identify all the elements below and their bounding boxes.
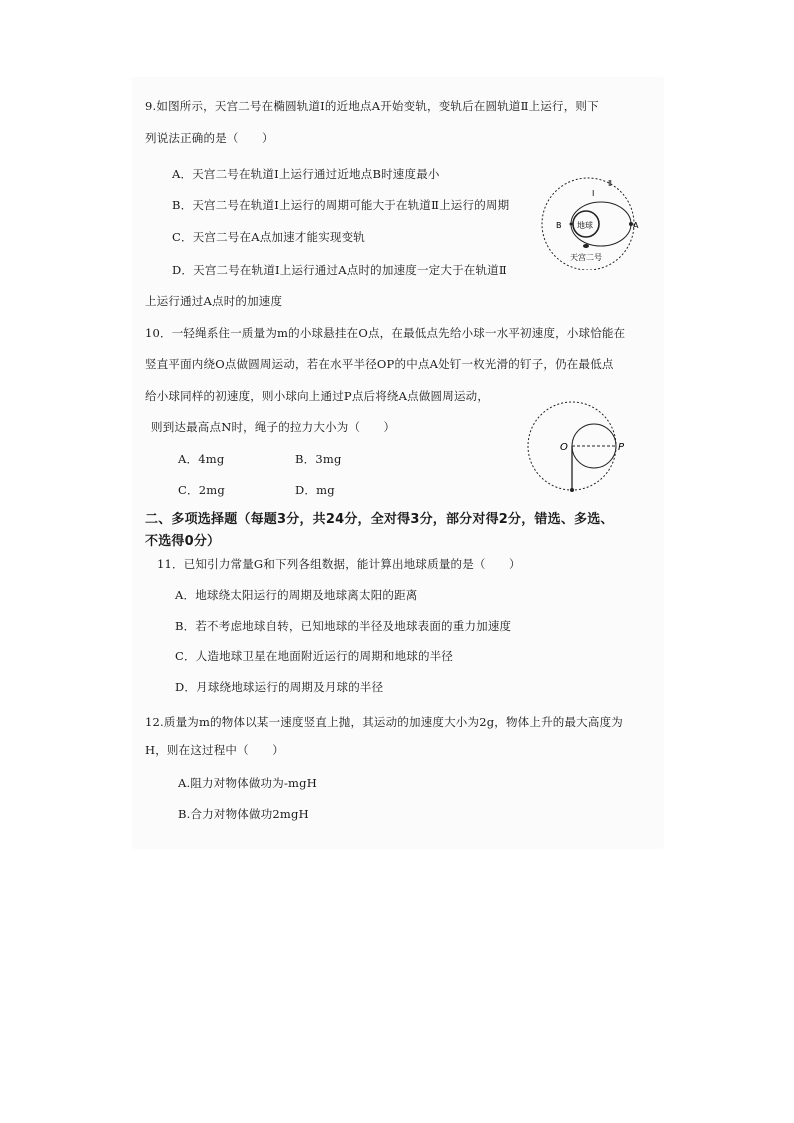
section2-title-line2: 不选得0分） <box>145 534 221 549</box>
label-a: A <box>633 221 639 230</box>
q10-stem-line2: 竖直平面内绕O点做圆周运动，若在水平半径OP的中点A处钉一枚光滑的钉子，仍在最低点 <box>145 357 614 371</box>
station-marker <box>583 244 589 248</box>
section2-title-line1: 二、多项选择题（每题3分，共24分，全对得3分，部分对得2分，错选、多选、 <box>145 512 614 527</box>
q12-option-a: A.阻力对物体做功为-mgH <box>178 776 317 790</box>
q11-option-c: C．人造地球卫星在地面附近运行的周期和地球的半径 <box>175 649 454 663</box>
pendulum-figure <box>522 400 632 496</box>
q11-option-d: D．月球绕地球运行的周期及月球的半径 <box>175 680 384 694</box>
label-p: P <box>618 442 625 453</box>
point-b <box>570 223 573 226</box>
q9-option-b: B．天宫二号在轨道Ⅰ上运行的周期可能大于在轨道Ⅱ上运行的周期 <box>172 198 510 212</box>
q9-option-c: C．天宫二号在A点加速才能实现变轨 <box>172 230 366 244</box>
q10-option-c: C．2mg <box>178 483 225 497</box>
q9-option-a: A．天宫二号在轨道Ⅰ上运行通过近地点B时速度最小 <box>172 167 440 181</box>
q10-stem-line1: 10．一轻绳系住一质量为m的小球悬挂在O点，在最低点先给小球一水平初速度，小球恰能在 <box>145 326 626 340</box>
earth-label: 地球 <box>577 221 593 230</box>
label-o: O <box>560 442 568 453</box>
q12-stem-line1: 12.质量为m的物体以某一速度竖直上抛，其运动的加速度大小为2g，物体上升的最大高度为 <box>145 715 623 729</box>
q10-stem-line3: 给小球同样的初速度，则小球向上通过P点后将绕A点做圆周运动， <box>145 389 490 403</box>
label-station: 天宫二号 <box>570 253 602 262</box>
q9-stem-line2: 列说法正确的是（ ） <box>145 131 274 145</box>
q11-option-b: B．若不考虑地球自转，已知地球的半径及地球表面的重力加速度 <box>175 619 512 633</box>
q10-option-d: D．mg <box>295 483 335 497</box>
q11-stem: 11．已知引力常量G和下列各组数据，能计算出地球质量的是（ ） <box>157 557 521 571</box>
q9-option-d-line2: 上运行通过A点时的加速度 <box>145 294 283 308</box>
q9-stem-line1: 9.如图所示，天宫二号在椭圆轨道Ⅰ的近地点A开始变轨，变轨后在圆轨道Ⅱ上运行，则下 <box>145 99 599 113</box>
label-orbit-ii: Ⅱ <box>608 179 612 188</box>
orbit-figure <box>536 172 644 270</box>
label-orbit-i: Ⅰ <box>592 189 595 198</box>
q10-option-b: B．3mg <box>295 452 342 466</box>
q10-stem-line4: 则到达最高点N时，绳子的拉力大小为（ ） <box>151 420 396 434</box>
ball <box>570 488 574 492</box>
q10-option-a: A．4mg <box>178 452 225 466</box>
label-b: B <box>556 221 562 230</box>
q12-stem-line2: H，则在这过程中（ ） <box>145 743 284 757</box>
q11-option-a: A．地球绕太阳运行的周期及地球离太阳的距离 <box>175 588 418 602</box>
q9-option-d-line1: D．天宫二号在轨道Ⅰ上运行通过A点时的加速度一定大于在轨道Ⅱ <box>172 263 507 277</box>
q12-option-b: B.合力对物体做功2mgH <box>178 807 309 821</box>
